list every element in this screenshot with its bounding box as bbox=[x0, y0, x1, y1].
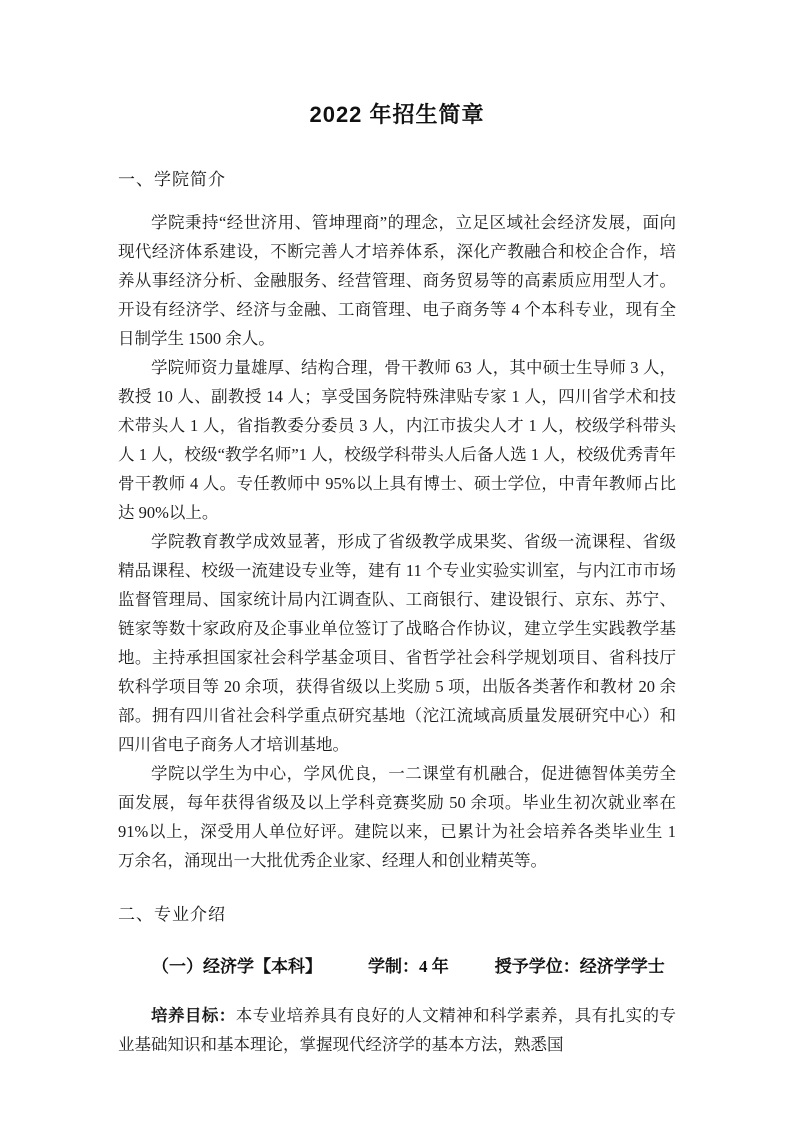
major-name: （一）经济学【本科】 bbox=[152, 957, 322, 976]
major-duration: 学制：4 年 bbox=[368, 957, 449, 976]
intro-paragraph-1: 学院秉持“经世济用、管坤理商”的理念，立足区域社会经济发展，面向现代经济体系建设，不断完善人才培养体系，深化产教融合和校企合作，培养从事经济分析、金融服务、经营管理、商务贸易等的高素质应用型人才。开设有经济学、经济与金融、工商管理、电子商务等 4 个本科专业，现有全日制学生 1500 余人。 bbox=[118, 213, 676, 348]
section-heading-majors: 二、专业介绍 bbox=[118, 905, 226, 924]
major-degree: 授予学位：经济学学士 bbox=[494, 957, 665, 976]
section-heading-intro: 一、学院简介 bbox=[118, 170, 226, 189]
training-goal-paragraph bbox=[118, 1001, 676, 1059]
intro-paragraph-3: 学院教育教学成效显著，形成了省级教学成果奖、省级一流课程、省级精品课程、校级一流建设专业等，建有 11 个专业实验实训室，与内江市市场监督管理局、国家统计局内江调查队、工商银行、建设银行、京东、苏宁、链家等数十家政府及企事业单位签订了战略合作协议，建立学生实践教学基地。主持承担国家社会科学基金项目、省哲学社会科学规划项目、省科技厅软科学项目等 20 余项，获得省级以上奖励 5 项，出版各类著作和教材 20 余部。拥有四川省社会科学重点研究基地（沱江流域高质量发展研究中心）和四川省电子商务人才培训基地。 bbox=[118, 532, 676, 754]
training-goal-label: 培养目标： bbox=[151, 1006, 236, 1025]
intro-paragraph-2: 学院师资力量雄厚、结构合理，骨干教师 63 人，其中硕士生导师 3 人，教授 10 人、副教授 14 人；享受国务院特殊津贴专家 1 人，四川省学术和技术带头人 1 人，省指教委分委员 3 人，内江市拔尖人才 1 人，校级学科带头人 1 人，校级“教学名师”1 人，校级学科带头人后备人选 1 人，校级优秀青年骨干教师 4 人。专任教师中 95%以上具有博士、硕士学位，中青年教师占比达 90%以上。 bbox=[118, 358, 676, 522]
major-heading-line bbox=[118, 955, 676, 979]
intro-paragraph-4: 学院以学生为中心，学风优良，一二课堂有机融合，促进德智体美劳全面发展，每年获得省级及以上学科竞赛奖励 50 余项。毕业生初次就业率在 91%以上，深受用人单位好评。建院以来，已累计为社会培养各类毕业生 1 万余名，涌现出一大批优秀企业家、经理人和创业精英等。 bbox=[118, 764, 676, 870]
training-goal-text: 本专业培养具有良好的人文精神和科学素养，具有扎实的专业基础知识和基本理论，掌握现代经济学的基本方法，熟悉国 bbox=[118, 1006, 676, 1054]
doc-title: 2022 年招生简章 bbox=[309, 102, 485, 127]
